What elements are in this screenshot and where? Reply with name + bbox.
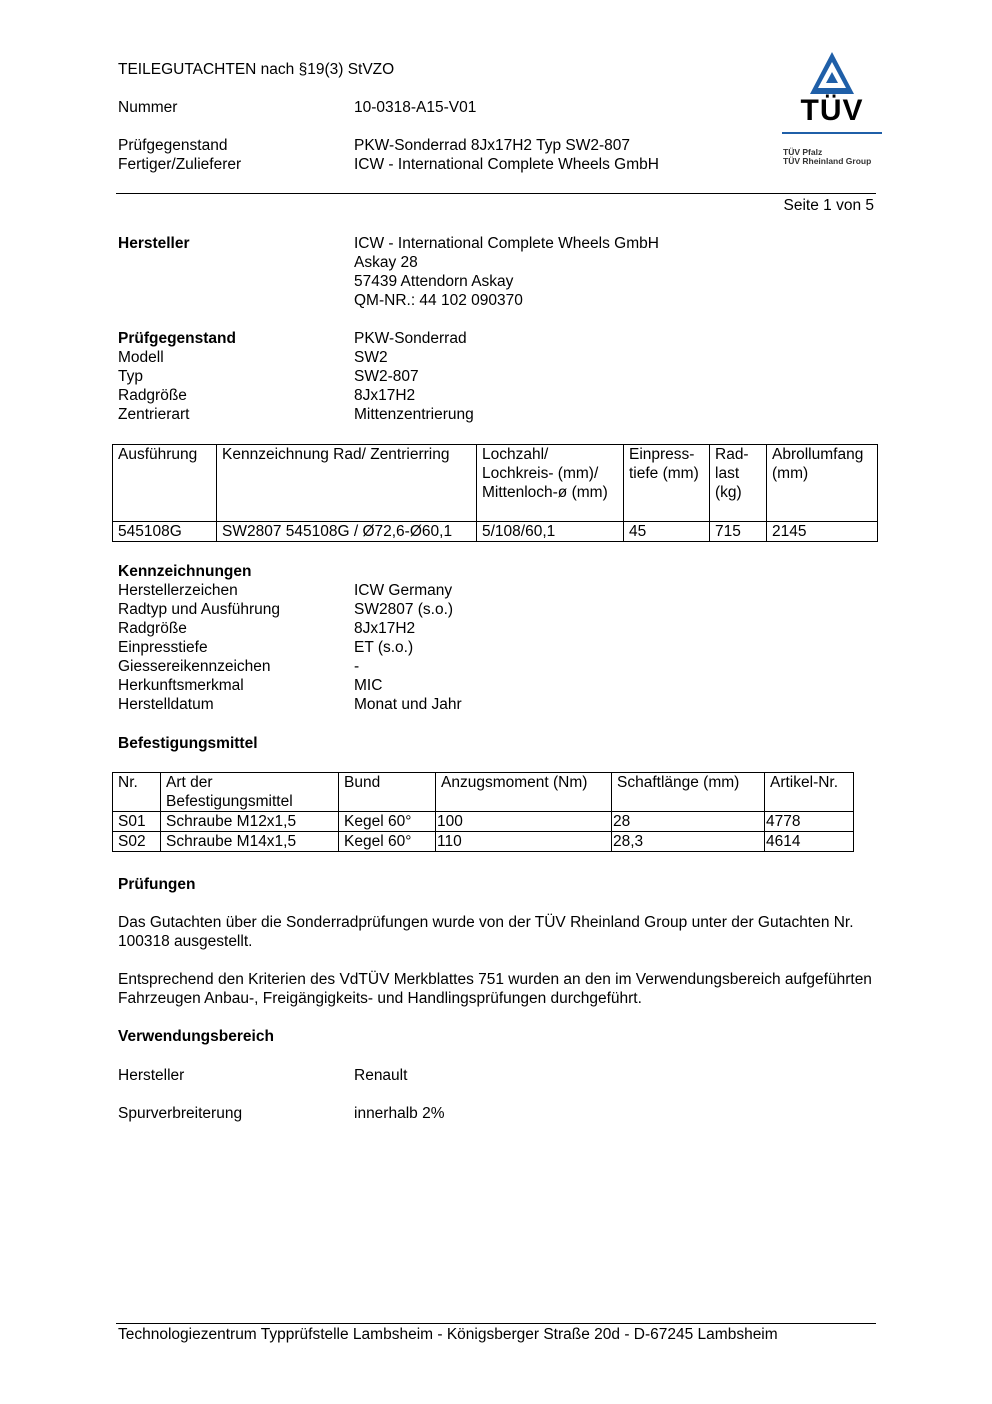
kennz-value: ICW Germany [354, 582, 453, 599]
ausfuehrung-header-cell: Abrollumfang (mm) [767, 445, 878, 522]
tuev-logo-text: TÜV [800, 94, 864, 127]
radgroesse-value: 8Jx17H2 [354, 387, 416, 404]
pruefungen-paragraph-2: Entsprechend den Kriterien des VdTÜV Merkblattes 751 wurden an den im Verwendungsbereich aufgeführten Fahrzeugen Anbau-, Freigängigkeits- und Handlingsprüfungen durchgeführt. [118, 971, 872, 1007]
table-cell: S01 [113, 812, 161, 832]
ausfuehrung-table [112, 444, 878, 542]
zentrierart-label: Zentrierart [118, 406, 190, 423]
spurverbreiterung-value: innerhalb 2% [354, 1105, 445, 1122]
kennz-label: Radgröße [118, 620, 187, 637]
kennz-label: Herkunftsmerkmal [118, 677, 244, 694]
table-cell: 5/108/60,1 [477, 522, 624, 542]
header-pruefgegenstand-label: Prüfgegenstand [118, 137, 228, 154]
header-divider [116, 193, 876, 194]
tuev-logo-rule [782, 132, 882, 134]
footer-divider [116, 1323, 876, 1324]
kennz-value: ET (s.o.) [354, 639, 414, 656]
hersteller-heading: Hersteller [118, 235, 190, 252]
ausfuehrung-header-cell: Lochzahl/ Lochkreis- (mm)/ Mittenloch-ø (mm) [477, 445, 624, 522]
table-cell: Kegel 60° [339, 812, 436, 832]
pruefgegenstand-heading-value: PKW-Sonderrad [354, 330, 467, 347]
befestigung-header-cell: Nr. [113, 773, 161, 812]
befestigung-table [112, 772, 854, 852]
page-info: Seite 1 von 5 [783, 197, 874, 214]
table-row [113, 832, 854, 852]
table-cell: Schraube M12x1,5 [161, 812, 339, 832]
kennz-value: 8Jx17H2 [354, 620, 416, 637]
table-cell: Schraube M14x1,5 [161, 832, 339, 852]
pruefgegenstand-heading: Prüfgegenstand [118, 330, 236, 347]
befestigung-header-cell: Schaftlänge (mm) [612, 773, 765, 812]
modell-label: Modell [118, 349, 164, 366]
fertiger-label: Fertiger/Zulieferer [118, 156, 242, 173]
hersteller-line-2: Askay 28 [354, 254, 418, 271]
ausfuehrung-header-cell: Ausführung [113, 445, 217, 522]
befestigung-header-cell: Art der Befestigungsmittel [161, 773, 339, 812]
header-pruefgegenstand-value: PKW-Sonderrad 8Jx17H2 Typ SW2-807 [354, 137, 630, 154]
pruefungen-paragraph-1: Das Gutachten über die Sonderradprüfungen wurde von der TÜV Rheinland Group unter der Gutachten Nr. 100318 ausgestellt. [118, 914, 854, 950]
typ-label: Typ [118, 368, 143, 385]
fertiger-value: ICW - International Complete Wheels GmbH [354, 156, 659, 173]
nummer-label: Nummer [118, 99, 178, 116]
tuev-logo-sub2: TÜV Rheinland Group [783, 156, 872, 166]
tuev-logo [780, 50, 884, 166]
verwendungsbereich-heading: Verwendungsbereich [118, 1028, 274, 1045]
document-title: TEILEGUTACHTEN nach §19(3) StVZO [118, 61, 395, 78]
ausfuehrung-header-cell: Kennzeichnung Rad/ Zentrierring [217, 445, 477, 522]
table-cell: 28 [612, 812, 765, 832]
hersteller-line-3: 57439 Attendorn Askay [354, 273, 514, 290]
table-cell: 110 [436, 832, 612, 852]
befestigung-header-cell: Artikel-Nr. [765, 773, 854, 812]
zentrierart-value: Mittenzentrierung [354, 406, 474, 423]
table-cell: SW2807 545108G / Ø72,6-Ø60,1 [217, 522, 477, 542]
kennz-value: SW2807 (s.o.) [354, 601, 454, 618]
pruefungen-heading: Prüfungen [118, 876, 196, 893]
kennz-label: Giessereikennzeichen [118, 658, 271, 675]
ausfuehrung-header-row [113, 445, 878, 522]
modell-value: SW2 [354, 349, 388, 366]
hersteller-line-4: QM-NR.: 44 102 090370 [354, 292, 523, 309]
table-cell: 4614 [765, 832, 854, 852]
table-row [113, 522, 878, 542]
ausfuehrung-header-cell: Einpress- tiefe (mm) [624, 445, 710, 522]
table-cell: 28,3 [612, 832, 765, 852]
befestigung-header-cell: Anzugsmoment (Nm) [436, 773, 612, 812]
table-cell: S02 [113, 832, 161, 852]
tuev-logo-sub1: TÜV Pfalz [783, 147, 823, 157]
kennz-value: MIC [354, 677, 383, 694]
radgroesse-label: Radgröße [118, 387, 187, 404]
vb-hersteller-value: Renault [354, 1067, 408, 1084]
befestigung-header-row [113, 773, 854, 812]
table-cell: 2145 [767, 522, 878, 542]
kennz-label: Herstelldatum [118, 696, 214, 713]
table-cell: 545108G [113, 522, 217, 542]
typ-value: SW2-807 [354, 368, 419, 385]
table-row [113, 812, 854, 832]
hersteller-line-1: ICW - International Complete Wheels GmbH [354, 235, 659, 252]
table-cell: 4778 [765, 812, 854, 832]
table-cell: 45 [624, 522, 710, 542]
ausfuehrung-header-cell: Rad- last (kg) [710, 445, 767, 522]
table-cell: Kegel 60° [339, 832, 436, 852]
nummer-value: 10-0318-A15-V01 [354, 99, 477, 116]
table-cell: 100 [436, 812, 612, 832]
kennzeichnungen-heading: Kennzeichnungen [118, 563, 252, 580]
befestigung-header-cell: Bund [339, 773, 436, 812]
footer-address: Technologiezentrum Typprüfstelle Lambsheim - Königsberger Straße 20d - D-67245 Lambsheim [118, 1326, 778, 1343]
befestigung-heading: Befestigungsmittel [118, 735, 258, 752]
kennz-label: Herstellerzeichen [118, 582, 238, 599]
kennz-value: - [354, 658, 360, 675]
spurverbreiterung-label: Spurverbreiterung [118, 1105, 243, 1122]
kennz-label: Radtyp und Ausführung [118, 601, 281, 618]
table-cell: 715 [710, 522, 767, 542]
kennz-value: Monat und Jahr [354, 696, 462, 713]
kennz-label: Einpresstiefe [118, 639, 208, 656]
vb-hersteller-label: Hersteller [118, 1067, 185, 1084]
